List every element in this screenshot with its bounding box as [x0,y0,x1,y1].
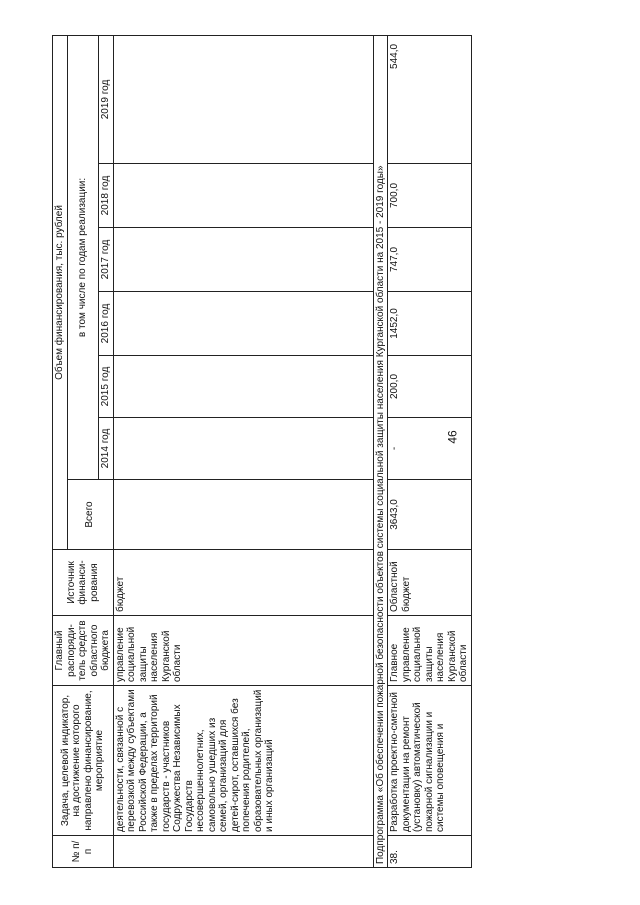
table-row [113,35,373,867]
subprogram-row [373,35,388,867]
row-num [113,836,373,868]
row38-2015: 200,0 [388,356,472,418]
row-manager: управление социальной защиты населения Курганской области [113,616,373,686]
page-number: 46 [445,430,460,444]
row-source: бюджет [113,550,373,616]
row38-2014: - [388,418,472,480]
col-task-header: Задача, целевой индикатор, на достижение которого направлено финансирование, мероприятие [53,686,114,836]
col-volume-header: Объем финансирования, тыс. рублей [53,35,68,549]
col-2019-header: 2019 год [99,35,114,163]
row38-total: 3643,0 [388,480,472,550]
row-2015 [113,356,373,418]
row38-num: 38. [388,836,472,868]
row38-2019: 544,0 [388,35,472,163]
col-manager-header: Главный распоряди- тель средств областного бюджета [53,616,114,686]
row38-2016: 1452,0 [388,292,472,356]
row38-task: Разработка проектно-сметной документации на ремонт (установку) автоматической пожарной сигнализации и системы оповещения и [388,686,472,836]
row-2018 [113,164,373,228]
col-num-header: № п/п [53,836,114,868]
row-task: деятельности, связанной с перевозкой между субъектами Российской Федерации, а также в пределах территорий государств - участников Содружества Независимых Государств несовершеннолетних, самовольно ушедших из семей, организаций для детей-сирот, оставшихся без попечения родителей, образовательных организаций и иных организаций [113,686,373,836]
row38-2018: 700,0 [388,164,472,228]
row38-2017: 747,0 [388,228,472,292]
row-total [113,480,373,550]
col-2017-header: 2017 год [99,228,114,292]
col-2014-header: 2014 год [99,418,114,480]
row-2017 [113,228,373,292]
header-row-1 [53,35,68,867]
col-2016-header: 2016 год [99,292,114,356]
row38-source: Областной бюджет [388,550,472,616]
col-2018-header: 2018 год [99,164,114,228]
table-row-38 [388,35,472,867]
row-2019 [113,35,373,163]
col-2015-header: 2015 год [99,356,114,418]
col-source-header: Источник финанси- рования [53,550,114,616]
row-2016 [113,292,373,356]
col-total-header: Всего [67,480,113,550]
subprogram-title: Подпрограмма «Об обеспечении пожарной безопасности объектов системы социальной защиты населения Курганской области на 2015 - 2019 годы» [373,35,388,867]
col-by-year-header: в том числе по годам реализации: [67,35,99,479]
row-2014 [113,418,373,480]
row38-manager: Главное управление социальной защиты населения Курганской области [388,616,472,686]
financing-table [52,35,472,868]
